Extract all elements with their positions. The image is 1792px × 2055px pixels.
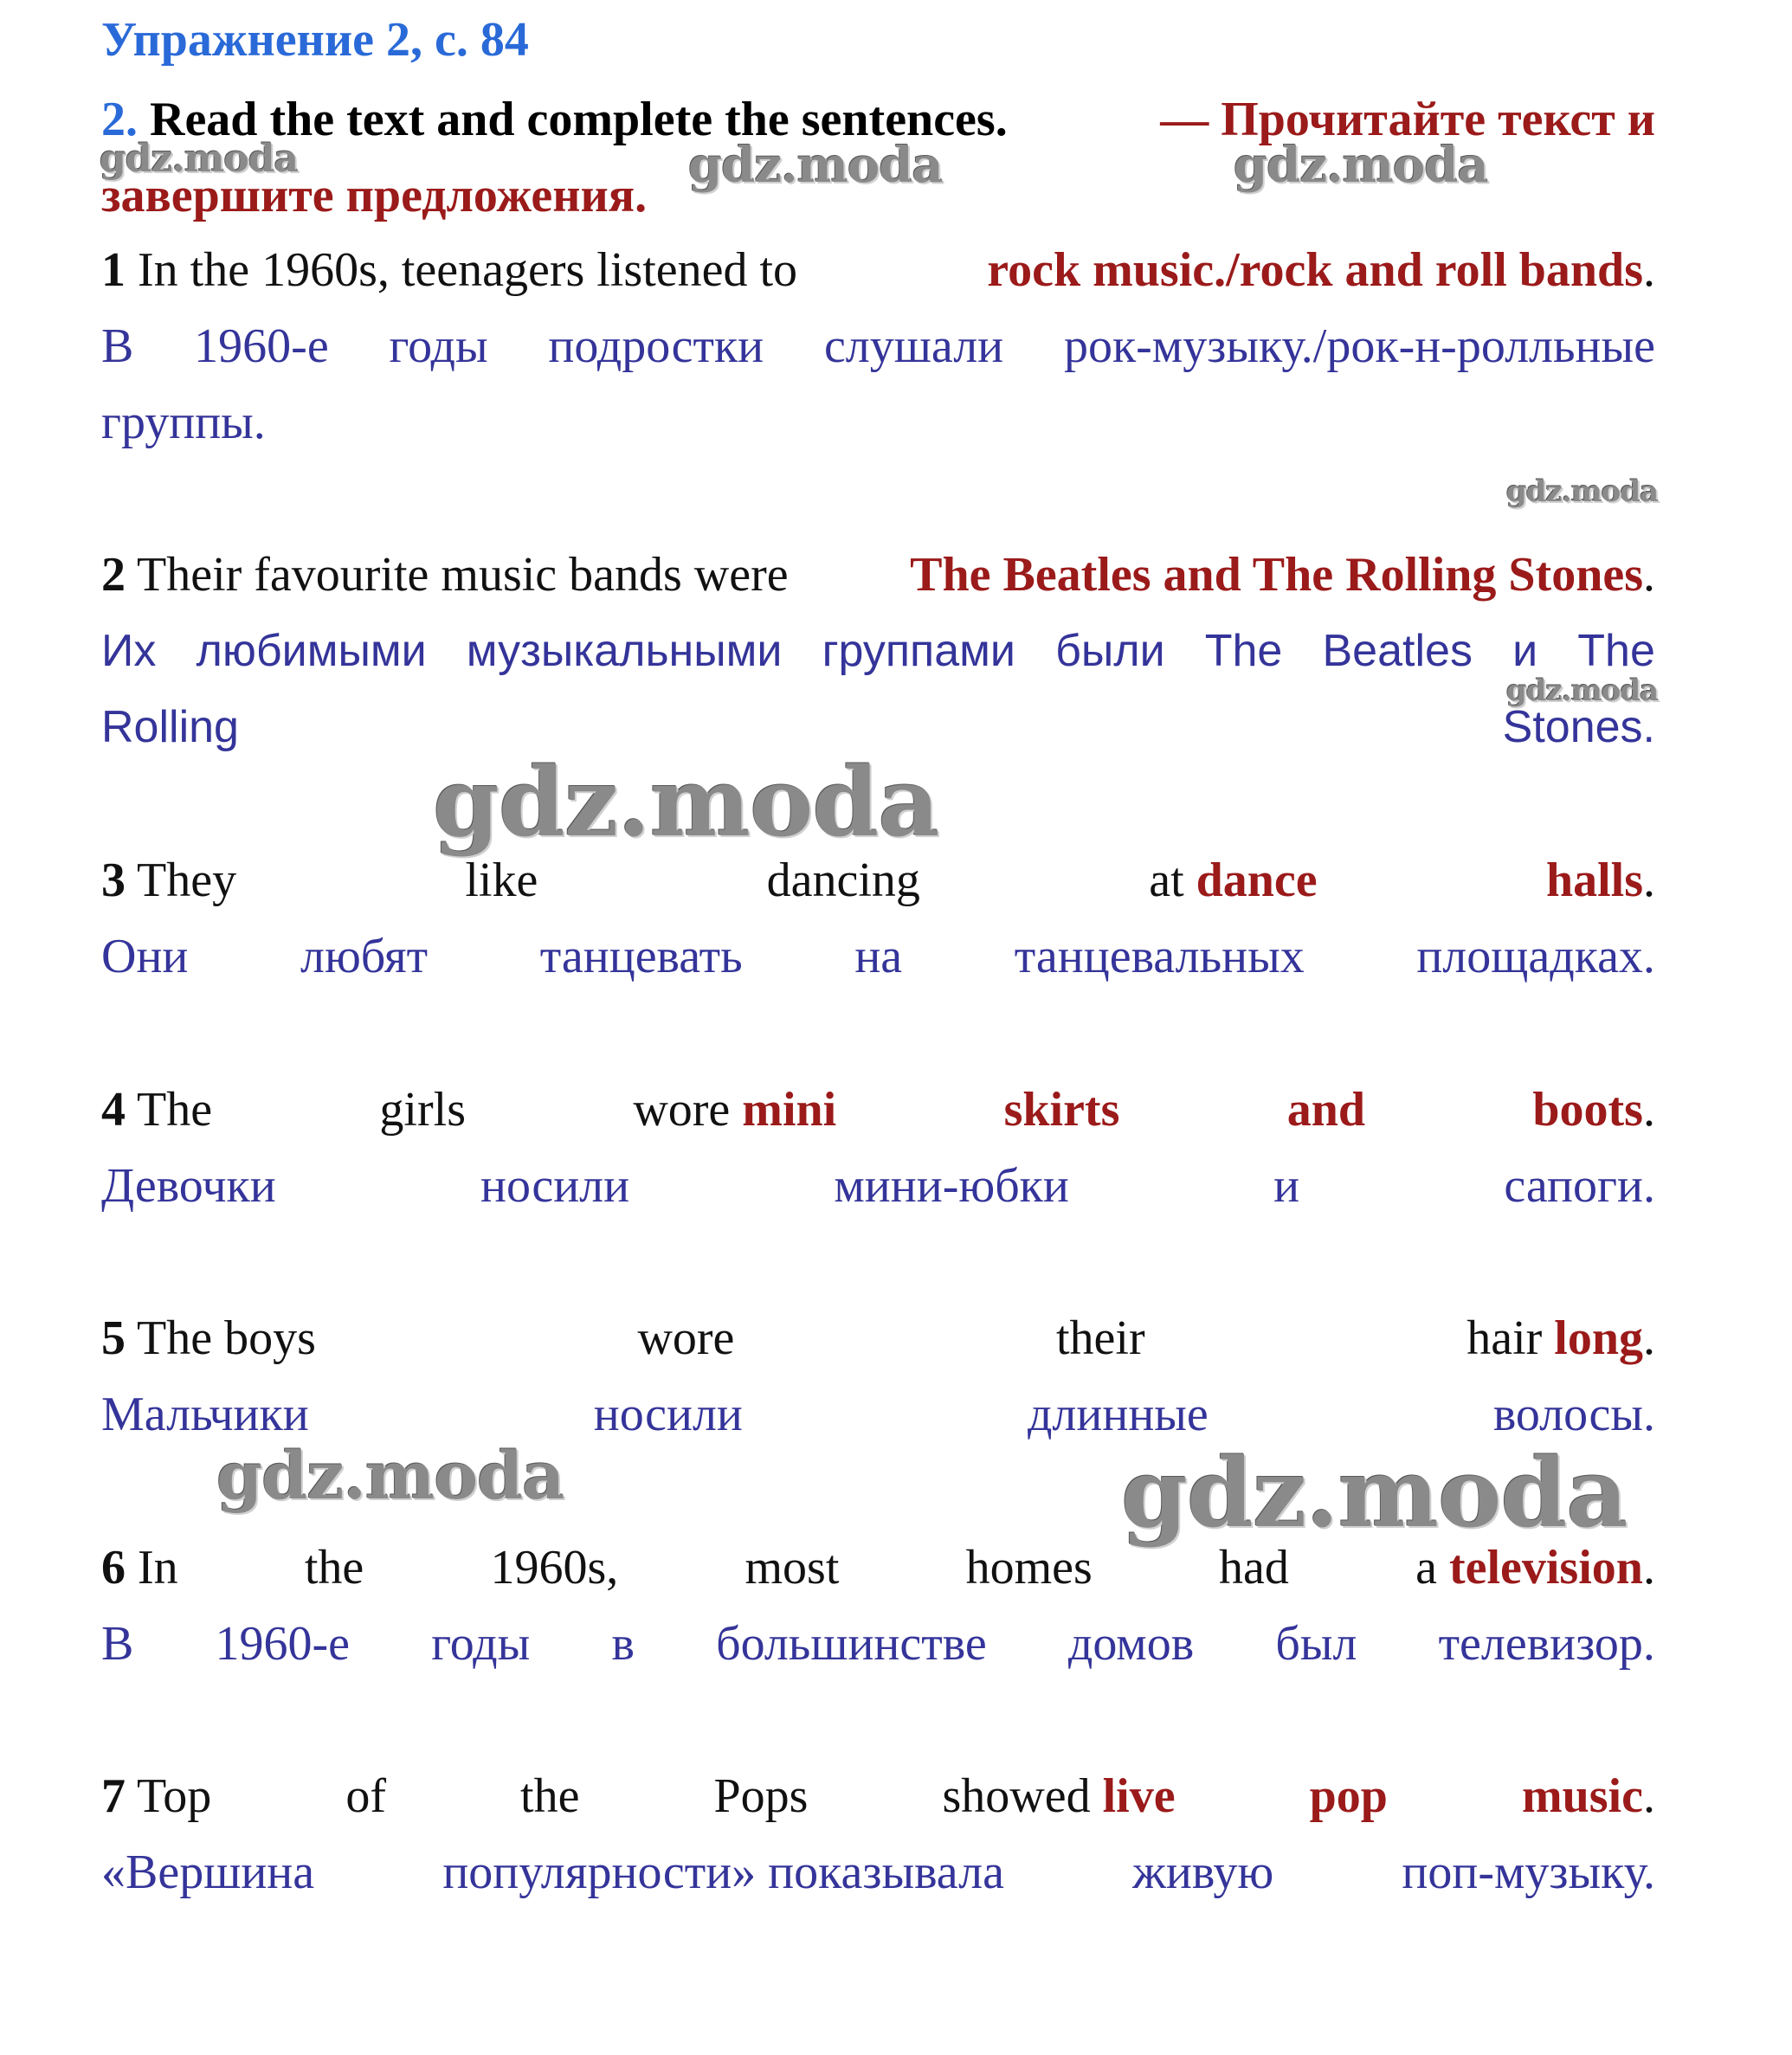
item-3-ru-word: танцевать <box>539 930 743 983</box>
item-1-ru-word: слушали <box>823 319 1004 373</box>
item-1-translation <box>101 308 1655 384</box>
item-number: 4 <box>101 1083 126 1137</box>
item-1-ru-word: 1960-е <box>194 319 329 373</box>
item-6-ru-word: домов <box>1067 1617 1195 1671</box>
item-7-answer-word: live <box>1102 1769 1176 1823</box>
item-3-ru-word: на <box>854 930 903 983</box>
item-4-word: wore <box>633 1083 731 1137</box>
item-3-word: dancing <box>766 854 920 907</box>
item-number: 2 <box>101 548 126 602</box>
item-1-ru-word: В <box>101 319 134 373</box>
item-2-ru-word: The <box>1204 626 1283 676</box>
item-3-ru-word: площадках. <box>1416 930 1655 983</box>
item-4-answer-word: mini <box>742 1083 837 1137</box>
item-3-first-word <box>101 842 236 918</box>
item-5-sentence <box>101 1300 1655 1376</box>
item-6-joined-word: a television. <box>1415 1541 1655 1594</box>
item-4-ru-word: носили <box>480 1159 630 1213</box>
item-3-word: at <box>1149 854 1184 907</box>
item-number: 3 <box>101 854 126 907</box>
watermark-logo: gdz.moda <box>1121 1437 1628 1549</box>
item-6-word: most <box>745 1541 840 1594</box>
item-4-translation <box>101 1148 1655 1224</box>
task-number: 2. <box>101 93 138 146</box>
item-6-word: In <box>138 1541 178 1594</box>
item-3-word: like <box>465 854 538 907</box>
item-1-ru-word: рок-музыку./рок-н-ролльные <box>1063 319 1655 373</box>
item-2-ru-word: Beatles <box>1322 626 1473 676</box>
item-5-first-word <box>101 1300 316 1376</box>
item-2-ru-word: Их <box>101 626 157 676</box>
item-3-answer-cell: halls. <box>1545 854 1655 907</box>
item-1-translation-line2: группы. <box>101 396 266 449</box>
item-3-translation <box>101 918 1655 995</box>
item-7-word: Top <box>137 1769 212 1823</box>
item-4-answer-cell: boots. <box>1532 1083 1655 1137</box>
item-7-ru-word: поп-музыку. <box>1402 1846 1655 1899</box>
item-7-word: Pops <box>713 1769 809 1823</box>
item-6-word: had <box>1219 1541 1289 1594</box>
item-5-ru-word: длинные <box>1027 1388 1209 1441</box>
item-5-ru-word: волосы. <box>1492 1388 1655 1441</box>
item-7-joined-word <box>943 1758 1176 1834</box>
item-2-text: Their favourite music bands were <box>137 548 789 602</box>
item-2-ru-word: The <box>1577 626 1655 676</box>
item-5-word: The boys <box>137 1311 316 1365</box>
item-2-ru-word: были <box>1055 626 1165 676</box>
item-4-answer-word: and <box>1286 1083 1366 1137</box>
item-6-word: homes <box>965 1541 1093 1594</box>
item-7-sentence <box>101 1758 1655 1834</box>
item-7-word: the <box>520 1769 580 1823</box>
item-4-ru-word: Девочки <box>101 1159 276 1213</box>
item-number: 7 <box>101 1769 126 1823</box>
item-5-ru-word: носили <box>593 1388 743 1441</box>
item-5-ru-word: Мальчики <box>101 1388 309 1441</box>
item-7-word: of <box>345 1769 386 1823</box>
item-7-translation <box>101 1834 1655 1910</box>
watermark-logo: gdz.moda <box>688 137 943 194</box>
item-4-sentence <box>101 1072 1655 1148</box>
item-2-translation <box>101 613 1655 689</box>
item-1-answer: rock music./rock and roll bands <box>987 243 1643 297</box>
item-4-ru-word: сапоги. <box>1504 1159 1655 1213</box>
item-4-answer-cell <box>1287 1072 1365 1148</box>
item-5-word: their <box>1056 1311 1145 1365</box>
item-6-ru-word: 1960-е <box>215 1617 351 1671</box>
item-5-answer-word: long <box>1554 1311 1643 1365</box>
watermark-logo: gdz.moda <box>1506 673 1659 708</box>
item-2-sentence: 2 Their favourite music bands were The Beatles and The Rolling Stones. <box>101 548 1655 602</box>
item-7-answer-cell: music. <box>1521 1769 1655 1823</box>
item-5-word: wore <box>637 1311 735 1365</box>
item-6-translation <box>101 1606 1655 1682</box>
task-instruction-en: Read the text and complete the sentences. <box>150 93 1008 146</box>
item-4-joined-word <box>633 1072 836 1148</box>
item-6-ru-word: В <box>101 1617 134 1671</box>
item-2-answer: The Beatles and The Rolling Stones <box>910 548 1643 602</box>
item-6-word: 1960s, <box>490 1541 619 1594</box>
watermark-logo: gdz.moda <box>433 746 939 858</box>
item-6-ru-word: годы <box>431 1617 531 1671</box>
item-4-first-word <box>101 1072 212 1148</box>
item-4-answer-word: skirts <box>1003 1083 1120 1137</box>
item-number: 1 <box>101 243 126 297</box>
item-4-word: girls <box>379 1083 466 1137</box>
item-6-ru-word: был <box>1275 1617 1357 1671</box>
item-6-ru-word: в <box>611 1617 635 1671</box>
item-2-ru-word: музыкальными <box>466 626 783 676</box>
item-4-word: The <box>137 1083 213 1137</box>
item-2-ru-word: любимыми <box>196 626 427 676</box>
item-3-answer-word: halls <box>1545 854 1643 907</box>
item-6-ru-word: большинстве <box>716 1617 987 1671</box>
item-3-answer-word: dance <box>1196 854 1318 907</box>
item-7-ru-word: популярности» показывала <box>442 1846 1004 1899</box>
item-3-ru-word: любят <box>300 930 429 983</box>
item-7-answer-word: music <box>1521 1769 1643 1823</box>
item-6-word: a <box>1415 1541 1437 1594</box>
item-6-first-word <box>101 1530 178 1606</box>
item-6-answer-word: television <box>1448 1541 1643 1594</box>
item-3-ru-word: танцевальных <box>1014 930 1305 983</box>
task-instruction-ru-part2: завершите предложения. <box>101 169 648 222</box>
exercise-heading: Упражнение 2, с. 84 <box>101 13 529 67</box>
item-number: 5 <box>101 1311 126 1365</box>
item-number: 6 <box>101 1541 126 1594</box>
item-5-word: hair <box>1466 1311 1543 1365</box>
item-2-ru-word: и <box>1512 626 1538 676</box>
item-3-joined-word <box>1149 842 1317 918</box>
item-3-ru-word: Они <box>101 930 189 983</box>
item-3-word: They <box>137 854 237 907</box>
watermark-logo: gdz.moda <box>216 1437 564 1514</box>
item-1-ru-word: годы <box>389 319 488 373</box>
item-7-word: showed <box>942 1769 1091 1823</box>
watermark-logo: gdz.moda <box>1234 137 1488 194</box>
item-1-sentence: 1 In the 1960s, teenagers listened to rock music./rock and roll bands. <box>101 243 1655 297</box>
item-7-answer-word: pop <box>1309 1769 1388 1823</box>
item-7-answer-cell <box>1310 1758 1388 1834</box>
item-7-ru-word: «Вершина <box>101 1846 315 1899</box>
item-5-joined-word: hair long. <box>1466 1311 1655 1365</box>
item-1-text: In the 1960s, teenagers listened to <box>138 243 798 297</box>
item-4-ru-word: и <box>1273 1159 1300 1213</box>
watermark-logo: gdz.moda <box>1506 474 1659 509</box>
item-4-answer-cell <box>1004 1072 1120 1148</box>
item-2-ru-word: группами <box>822 626 1015 676</box>
item-2-ru-word: Stones. <box>1502 702 1655 752</box>
watermark-logo: gdz.moda <box>100 137 299 181</box>
item-1-ru-word: подростки <box>548 319 764 373</box>
item-4-answer-word: boots <box>1532 1083 1643 1137</box>
item-6-word: the <box>304 1541 364 1594</box>
item-2-ru-word: Rolling <box>101 702 239 752</box>
item-6-ru-word: телевизор. <box>1438 1617 1655 1671</box>
item-7-ru-word: живую <box>1132 1846 1274 1899</box>
item-7-first-word <box>101 1758 211 1834</box>
task-instruction-ru-part1: — Прочитайте текст и <box>1160 93 1655 146</box>
item-4-ru-word: мини-юбки <box>834 1159 1069 1213</box>
